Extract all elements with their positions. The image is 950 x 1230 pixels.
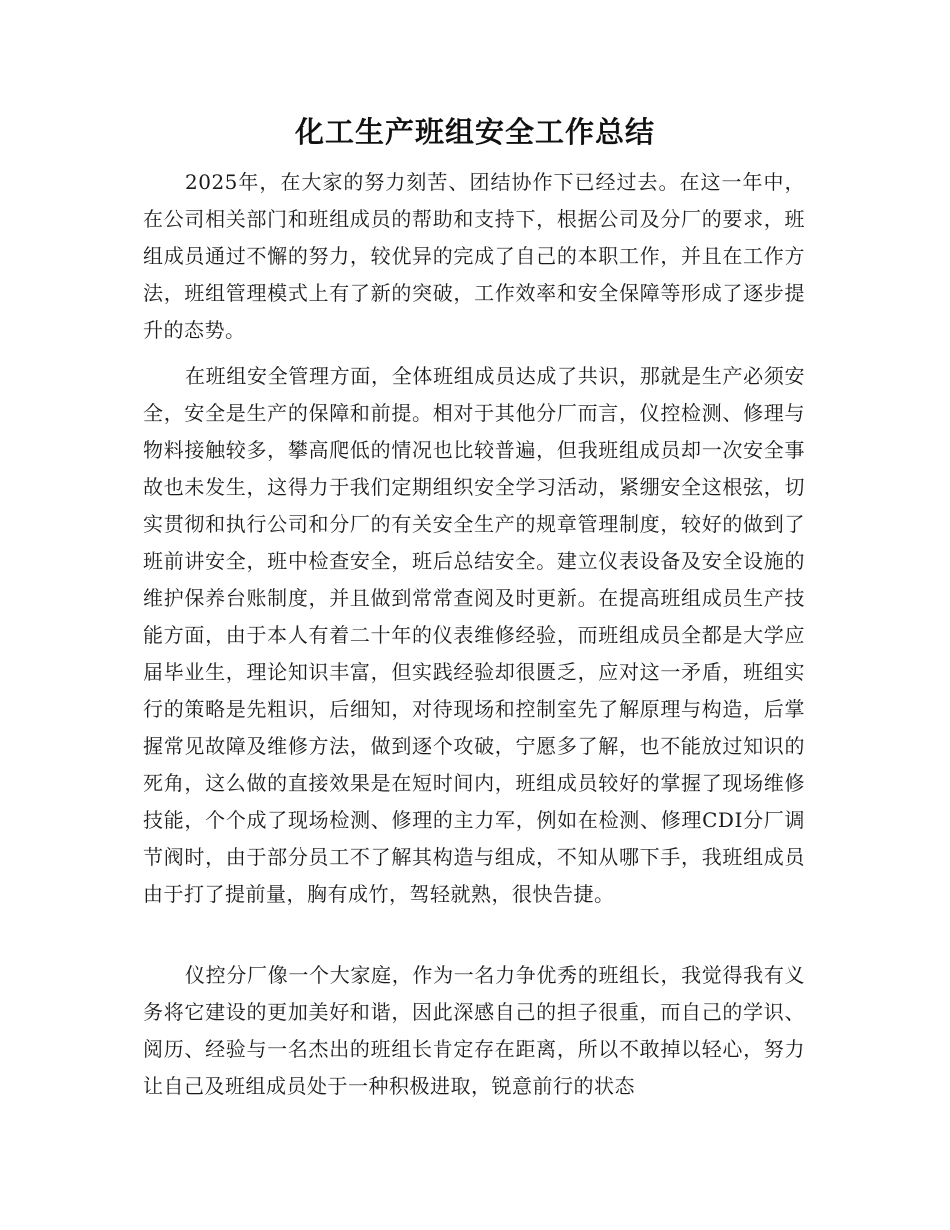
- document-title: 化工生产班组安全工作总结: [294, 115, 655, 149]
- paragraph-team-leader: 仪控分厂像一个大家庭，作为一名力争优秀的班组长，我觉得我有义务将它建设的更加美好和谐，因此深感自己的担子很重，而自己的学识、阅历、经验与一名杰出的班组长肯定存在距离，所以不敢掉以轻心，努力让自己及班组成员处于一种积极进取，锐意前行的状态: [143, 963, 805, 1098]
- paragraph-intro: 2025年，在大家的努力刻苦、团结协作下已经过去。在这一年中，在公司相关部门和班组成员的帮助和支持下，根据公司及分厂的要求，班组成员通过不懈的努力，较优异的完成了自己的本职工作，并且在工作方法，班组管理模式上有了新的突破，工作效率和安全保障等形成了逐步提升的态势。: [143, 170, 805, 342]
- paragraph-safety-management: 在班组安全管理方面，全体班组成员达成了共识，那就是生产必须安全，安全是生产的保障和前提。相对于其他分厂而言，仪控检测、修理与物料接触较多，攀高爬低的情况也比较普遍，但我班组成员却一次安全事故也未发生，这得力于我们定期组织安全学习活动，紧绷安全这根弦，切实贯彻和执行公司和分厂的有关安全生产的规章管理制度，较好的做到了班前讲安全，班中检查安全，班后总结安全。建立仪表设备及安全设施的维护保养台账制度，并且做到常常查阅及时更新。在提高班组成员生产技能方面，由于本人有着二十年的仪表维修经验，而班组成员全都是大学应届毕业生，理论知识丰富，但实践经验却很匮乏，应对这一矛盾，班组实行的策略是先粗识，后细知，对待现场和控制室先了解原理与构造，后掌握常见故障及维修方法，做到逐个攻破，宁愿多了解，也不能放过知识的死角，这么做的直接效果是在短时间内，班组成员较好的掌握了现场维修技能，个个成了现场检测、修理的主力军，例如在检测、修理CDI分厂调节阀时，由于部分员工不了解其构造与组成，不知从哪下手，我班组成员由于打了提前量，胸有成竹，驾轻就熟，很快告捷。: [143, 364, 805, 906]
